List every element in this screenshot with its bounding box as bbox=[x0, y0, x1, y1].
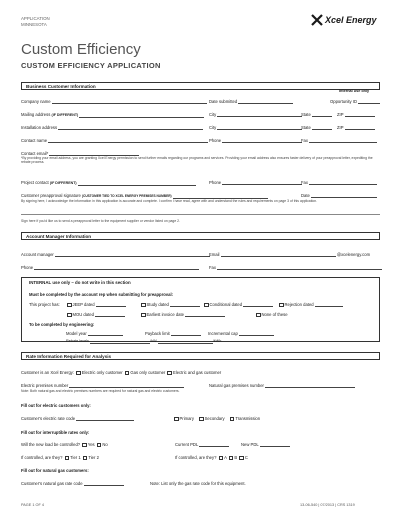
rep-heading: Must be completed by the account rep when submitting for preapproval: bbox=[29, 292, 174, 297]
mailing-address-label: Mailing address bbox=[21, 112, 51, 117]
if-different-note-2: (IF DIFFERENT) bbox=[49, 181, 77, 185]
conditional-date-field[interactable] bbox=[243, 303, 273, 307]
installation-zip-field[interactable] bbox=[345, 126, 375, 130]
logo-text: Xcel Energy bbox=[325, 15, 377, 25]
gas-premises-field[interactable] bbox=[265, 384, 355, 388]
earliest-invoice-field[interactable] bbox=[185, 313, 225, 317]
am-fax-field[interactable] bbox=[217, 266, 382, 270]
rejection-date-field[interactable] bbox=[315, 303, 343, 307]
kw-unit: /kW bbox=[150, 339, 157, 343]
premises-note: Note: Both natural gas and electric premises numbers are required for natural gas and electric customers. bbox=[21, 389, 180, 393]
secondary-label: Secondary bbox=[204, 416, 225, 421]
account-manager-label: Account manager bbox=[21, 252, 54, 257]
primary-checkbox[interactable] bbox=[174, 417, 179, 422]
eng-heading: To be completed by engineering: bbox=[29, 322, 95, 327]
current-pdl-field[interactable] bbox=[199, 443, 229, 447]
contact-name-label: Contact name bbox=[21, 138, 48, 143]
earliest-invoice-label: Earliest invoice date bbox=[146, 312, 184, 317]
if-controlled-tiers-label: If controlled, are they? bbox=[21, 455, 63, 460]
date-submitted-label: Date submitted bbox=[209, 99, 238, 104]
gas-note: Note: List only the gas rate code for this equipment. bbox=[150, 481, 246, 486]
date-label-1: Date bbox=[301, 193, 310, 198]
fill-interruptible-heading: Fill out for interruptible rates only: bbox=[21, 430, 90, 435]
state-label: MINNESOTA bbox=[21, 22, 47, 27]
section-business: Business Customer Information bbox=[21, 82, 380, 90]
internal-title: INTERNAL use only – do not write in this section bbox=[29, 280, 131, 285]
email-label: Email bbox=[209, 252, 220, 257]
tier1-checkbox[interactable] bbox=[65, 456, 70, 461]
installation-state-field[interactable] bbox=[312, 126, 332, 130]
b-label: B bbox=[234, 455, 238, 460]
agreement-text: By signing here, I acknowledge the information in this application is accurate and complete. I confirm I have read, agree with and understand the rules and requirements on page 3 of this application. bbox=[21, 199, 318, 203]
yes-checkbox[interactable] bbox=[82, 443, 87, 448]
mou-date-field[interactable] bbox=[95, 313, 125, 317]
payback-limit-label: Payback limit bbox=[145, 331, 170, 336]
no-label: No bbox=[102, 442, 108, 447]
jeep-checkbox[interactable] bbox=[67, 303, 72, 308]
a-label: A bbox=[224, 455, 227, 460]
if-different-note: (IF DIFFERENT) bbox=[51, 113, 79, 117]
incremental-cap-field[interactable] bbox=[239, 332, 274, 336]
account-manager-field[interactable] bbox=[55, 253, 210, 257]
page-number: PAGE 1 OF 4 bbox=[21, 503, 44, 507]
fax-label-2: Fax bbox=[301, 180, 308, 185]
mailing-zip-field[interactable] bbox=[345, 113, 375, 117]
installation-address-label: Installation address bbox=[21, 125, 58, 130]
form-code: 13-06-540 | 07/2013 | CRS 1319 bbox=[300, 503, 355, 507]
payback-limit-field[interactable] bbox=[171, 332, 201, 336]
c-checkbox[interactable] bbox=[239, 456, 244, 461]
project-contact-field[interactable] bbox=[78, 182, 196, 186]
secondary-checkbox[interactable] bbox=[199, 417, 204, 422]
account-email-field[interactable] bbox=[221, 253, 336, 257]
mailing-city-field[interactable] bbox=[217, 113, 302, 117]
project-fax-field[interactable] bbox=[309, 181, 377, 185]
phone-label-2: Phone bbox=[209, 180, 222, 185]
electric-rate-code-label: Customer's electric rate code bbox=[21, 416, 76, 421]
app-label: APPLICATION bbox=[21, 16, 50, 21]
gas-rate-code-field[interactable] bbox=[84, 482, 124, 486]
gas-premises-label: Natural gas premises number bbox=[209, 383, 264, 388]
am-phone-label: Phone bbox=[21, 265, 34, 270]
phone-label-1: Phone bbox=[209, 138, 222, 143]
page-title: Custom Efficiency bbox=[21, 41, 141, 58]
a-checkbox[interactable] bbox=[219, 456, 224, 461]
rebate-kwh-field[interactable] bbox=[158, 341, 213, 344]
am-phone-field[interactable] bbox=[34, 266, 199, 270]
no-checkbox[interactable] bbox=[97, 443, 102, 448]
city-label: City bbox=[209, 112, 217, 117]
none-of-these-label: None of these bbox=[261, 312, 288, 317]
incremental-cap-label: Incremental cap bbox=[208, 331, 238, 336]
b-checkbox[interactable] bbox=[229, 456, 234, 461]
fill-gas-heading: Fill out for natural gas customers: bbox=[21, 468, 89, 473]
email-domain: @xcelenergy.com bbox=[336, 252, 371, 257]
signature-note: (CUSTOMER TIED TO XCEL ENERGY PREMISES NUMBER) bbox=[82, 194, 172, 198]
rebate-levels-label: Rebate levels bbox=[66, 339, 90, 343]
project-phone-field[interactable] bbox=[222, 181, 302, 185]
conditional-label: Conditional dated bbox=[209, 302, 243, 307]
conditional-checkbox[interactable] bbox=[204, 303, 209, 308]
opportunity-id-label: Opportunity ID bbox=[330, 99, 357, 104]
new-pdl-field[interactable] bbox=[260, 443, 290, 447]
study-date-field[interactable] bbox=[170, 303, 200, 307]
transmission-label: Transmission bbox=[235, 416, 261, 421]
installation-city-field[interactable] bbox=[217, 126, 302, 130]
current-pdl-label: Current PDL bbox=[175, 442, 199, 447]
model-year-field[interactable] bbox=[88, 332, 123, 336]
primary-label: Primary bbox=[179, 416, 194, 421]
divider-1 bbox=[21, 214, 380, 215]
yes-label: Yes bbox=[87, 442, 95, 447]
contact-fax-field[interactable] bbox=[309, 139, 377, 143]
xcel-logo bbox=[311, 14, 377, 26]
jeep-label: JEEP dated bbox=[72, 302, 95, 307]
date-submitted-field[interactable] bbox=[238, 100, 293, 104]
electric-and-gas-checkbox[interactable] bbox=[167, 371, 172, 376]
new-pdl-label: New PDL bbox=[241, 442, 259, 447]
zip-label-2: ZIP bbox=[337, 125, 344, 130]
contact-email-label: Contact email* bbox=[21, 151, 49, 156]
email-permission-note: *By providing your email address, you are granting Xcel Energy permission to send further emails regarding our programs and services. Providing your email address also ensures faster delivery of your preapproval letter, expediting the rebate process. bbox=[21, 156, 373, 165]
contact-phone-field[interactable] bbox=[222, 139, 302, 143]
section-account-manager: Account Manager Information bbox=[21, 232, 380, 240]
electric-rate-code-field[interactable] bbox=[76, 417, 134, 421]
mou-label: MOU dated bbox=[72, 312, 94, 317]
earliest-invoice-checkbox[interactable] bbox=[141, 313, 146, 318]
will-load-controlled-label: Will the new load be controlled? bbox=[21, 442, 81, 447]
xcel-logo-icon bbox=[311, 14, 323, 26]
mailing-address-field[interactable] bbox=[79, 114, 204, 118]
study-checkbox[interactable] bbox=[141, 303, 146, 308]
gas-only-label: Gas only customer bbox=[130, 370, 166, 375]
signature-label: Customer preapproval signature bbox=[21, 193, 81, 198]
state-label-1: State bbox=[301, 112, 311, 117]
study-label: Study dated bbox=[146, 302, 169, 307]
section-rate: Rate Information Required for Analysis bbox=[21, 352, 380, 360]
page-subtitle: CUSTOM EFFICIENCY APPLICATION bbox=[21, 61, 161, 70]
electric-and-gas-label: Electric and gas customer bbox=[172, 370, 222, 375]
mailing-state-field[interactable] bbox=[312, 113, 332, 117]
customer-is-label: Customer is an Xcel Energy: bbox=[21, 370, 75, 375]
jeep-date-field[interactable] bbox=[96, 303, 126, 307]
electric-premises-field[interactable] bbox=[69, 384, 184, 388]
tier2-checkbox[interactable] bbox=[83, 456, 88, 461]
fax-label-1: Fax bbox=[301, 138, 308, 143]
project-contact-label: Project contact bbox=[21, 180, 49, 185]
opportunity-id-field[interactable] bbox=[358, 100, 380, 104]
internal-use-label: Internal use only bbox=[339, 89, 370, 93]
electric-only-label: Electric only customer bbox=[81, 370, 123, 375]
signature-date-field[interactable] bbox=[311, 194, 377, 198]
tier1-label: Tier 1 bbox=[70, 455, 81, 460]
rejection-checkbox[interactable] bbox=[279, 303, 284, 308]
gas-rate-code-label: Customer's natural gas rate code bbox=[21, 481, 83, 486]
fill-electric-heading: Fill out for electric customers only: bbox=[21, 403, 91, 408]
electric-only-checkbox[interactable] bbox=[76, 371, 81, 376]
transmission-checkbox[interactable] bbox=[230, 417, 235, 422]
sign-here-note: Sign here if you'd like us to send a preapproval letter to the equipment supplier or vendor listed on page 2. bbox=[21, 219, 180, 223]
rebate-kw-field[interactable] bbox=[90, 341, 150, 344]
none-of-these-checkbox[interactable] bbox=[256, 313, 261, 318]
company-row bbox=[21, 99, 207, 104]
if-controlled-abc-label: If controlled, are they? bbox=[175, 455, 217, 460]
rejection-label: Rejection dated bbox=[284, 302, 314, 307]
state-label-2: State bbox=[301, 125, 311, 130]
company-name-label: Company name bbox=[21, 99, 51, 104]
installation-address-field[interactable] bbox=[58, 126, 203, 130]
contact-name-field[interactable] bbox=[48, 139, 208, 143]
kwh-unit: /kWh bbox=[212, 339, 222, 343]
company-name-field[interactable] bbox=[52, 100, 207, 104]
zip-label-1: ZIP bbox=[337, 112, 344, 117]
mou-checkbox[interactable] bbox=[67, 313, 72, 318]
electric-premises-label: Electric premises number bbox=[21, 383, 69, 388]
tier2-label: Tier 2 bbox=[88, 455, 99, 460]
city-label-2: City bbox=[209, 125, 217, 130]
c-label: C bbox=[244, 455, 248, 460]
gas-only-checkbox[interactable] bbox=[125, 371, 130, 376]
model-year-label: Model year bbox=[66, 331, 87, 336]
am-fax-label: Fax bbox=[209, 265, 216, 270]
this-project-has-label: This project has: bbox=[29, 302, 60, 307]
